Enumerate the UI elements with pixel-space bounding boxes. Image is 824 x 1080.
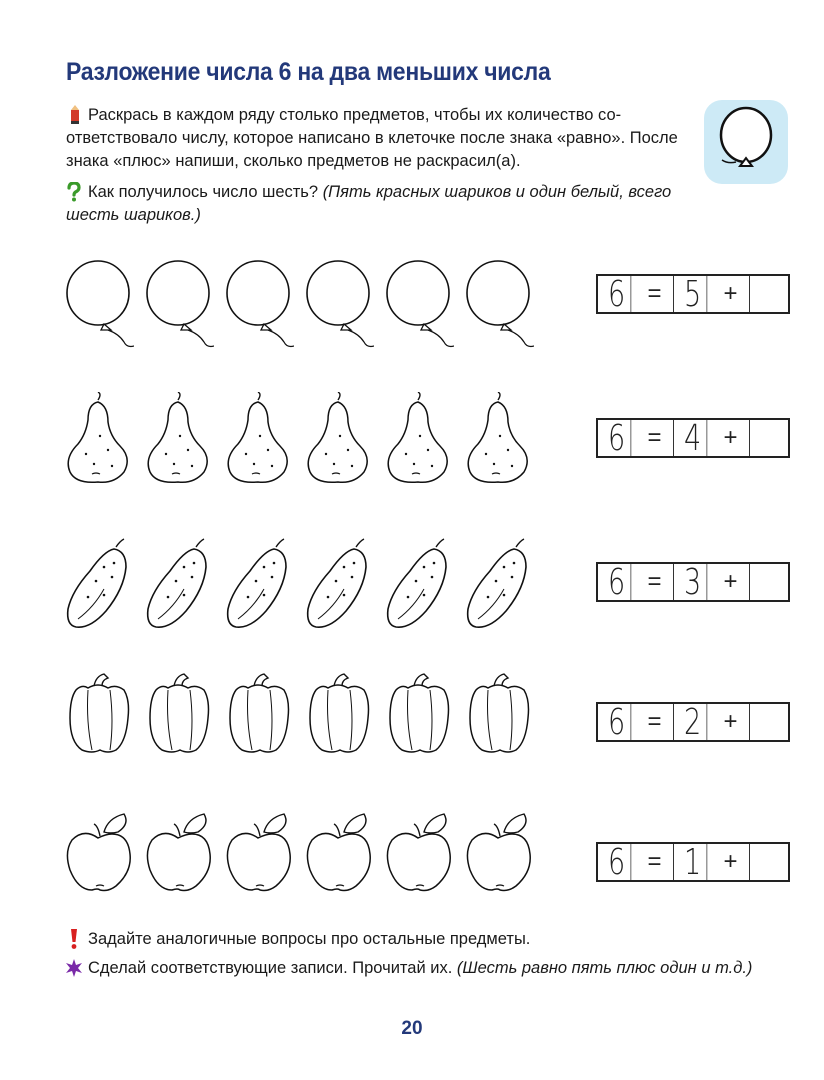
- pepper-row: [64, 672, 534, 768]
- plus-sign: +: [712, 704, 750, 740]
- cucumber-item[interactable]: [64, 537, 136, 633]
- apple-item[interactable]: [144, 810, 216, 896]
- equals-sign: =: [636, 844, 674, 880]
- pencil-icon: [68, 105, 82, 125]
- page-title: Разложение числа 6 на два меньших числа: [66, 58, 551, 86]
- plus-sign: +: [712, 564, 750, 600]
- balloon-item[interactable]: [144, 258, 214, 354]
- question-text: Как получилось число шесть?: [88, 183, 319, 201]
- equation-colored: 3: [679, 564, 708, 600]
- apple-row: [64, 810, 534, 906]
- equation-total: 6: [603, 420, 632, 456]
- equals-sign: =: [636, 276, 674, 312]
- instruction-text: Раскрась в каждом ряду столько предметов, чтобы их количество со-ответствовало числу, которое написано в клеточке после знака «равно». После знака «плюс» напиши, сколько предметов не раскрасил(а).: [66, 106, 678, 170]
- equals-sign: =: [636, 564, 674, 600]
- equation-box-peppers: [596, 702, 790, 742]
- question-answer: (Пять красных шариков и один белый, всего шесть шариков.): [66, 183, 672, 224]
- equation-colored: 5: [679, 276, 708, 312]
- balloon-icon: [704, 100, 788, 184]
- pepper-item[interactable]: [144, 672, 216, 768]
- equation-colored: 1: [679, 844, 708, 880]
- teacher-note-text: Задайте аналогичные вопросы про остальные предметы.: [88, 930, 531, 948]
- balloon-item[interactable]: [64, 258, 134, 354]
- cucumber-item[interactable]: [224, 537, 296, 633]
- cucumber-item[interactable]: [384, 537, 456, 633]
- apple-item[interactable]: [224, 810, 296, 896]
- apple-item[interactable]: [304, 810, 376, 896]
- equals-sign: =: [636, 420, 674, 456]
- pepper-item[interactable]: [464, 672, 536, 768]
- cucumber-item[interactable]: [304, 537, 376, 633]
- pepper-item[interactable]: [224, 672, 296, 768]
- answer-cell[interactable]: [750, 704, 788, 740]
- pepper-item[interactable]: [64, 672, 136, 768]
- apple-item[interactable]: [384, 810, 456, 896]
- cucumber-item[interactable]: [144, 537, 216, 633]
- plus-sign: +: [712, 844, 750, 880]
- cucumber-row: [64, 537, 534, 633]
- equation-total: 6: [603, 704, 632, 740]
- balloon-item[interactable]: [384, 258, 454, 354]
- apple-item[interactable]: [64, 810, 136, 896]
- pear-item[interactable]: [144, 392, 216, 488]
- plus-sign: +: [712, 276, 750, 312]
- equation-total: 6: [603, 844, 632, 880]
- answer-cell[interactable]: [750, 420, 788, 456]
- equation-colored: 2: [679, 704, 708, 740]
- balloon-row: [64, 258, 534, 354]
- equation-box-apples: [596, 842, 790, 882]
- balloon-item[interactable]: [464, 258, 534, 354]
- question-paragraph: [66, 181, 692, 227]
- pepper-item[interactable]: [304, 672, 376, 768]
- pear-item[interactable]: [384, 392, 456, 488]
- page-number: 20: [401, 1018, 423, 1039]
- answer-cell[interactable]: [750, 564, 788, 600]
- instruction-paragraph: [66, 104, 692, 173]
- cucumber-item[interactable]: [464, 537, 536, 633]
- pear-row: [64, 392, 534, 488]
- equals-sign: =: [636, 704, 674, 740]
- pepper-item[interactable]: [384, 672, 456, 768]
- equation-box-cucumbers: [596, 562, 790, 602]
- balloon-item[interactable]: [224, 258, 294, 354]
- balloon-item[interactable]: [304, 258, 374, 354]
- teacher-note: [66, 928, 530, 951]
- pear-item[interactable]: [464, 392, 536, 488]
- task-note: [66, 957, 796, 980]
- apple-item[interactable]: [464, 810, 536, 896]
- answer-cell[interactable]: [750, 844, 788, 880]
- exclamation-icon: [68, 928, 80, 950]
- task-note-text: Сделай соответствующие записи. Прочитай их.: [88, 959, 453, 977]
- equation-total: 6: [603, 276, 632, 312]
- plus-sign: +: [712, 420, 750, 456]
- equation-total: 6: [603, 564, 632, 600]
- equation-box-pears: [596, 418, 790, 458]
- pear-item[interactable]: [64, 392, 136, 488]
- pear-item[interactable]: [224, 392, 296, 488]
- answer-cell[interactable]: [750, 276, 788, 312]
- task-note-answer: (Шесть равно пять плюс один и т.д.): [456, 959, 753, 977]
- question-mark-icon: [66, 182, 82, 202]
- equation-colored: 4: [679, 420, 708, 456]
- balloon-badge: [704, 100, 788, 184]
- star-icon: [66, 959, 82, 977]
- equation-box-balloons: [596, 274, 790, 314]
- pear-item[interactable]: [304, 392, 376, 488]
